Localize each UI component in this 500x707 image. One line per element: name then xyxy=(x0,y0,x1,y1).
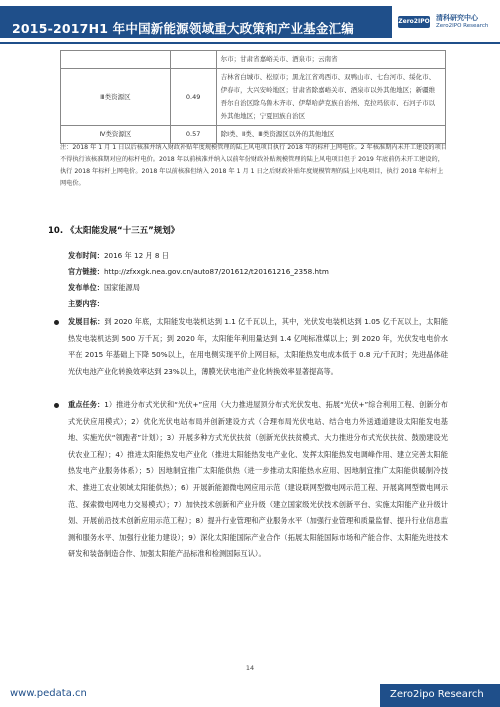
table-row xyxy=(61,69,446,126)
publish-date-value: 2016 年 12 月 8 日 xyxy=(103,251,169,260)
issuer-value: 国家能源局 xyxy=(103,283,140,292)
table-note: 注：2018 年 1 月 1 日以后核准并纳入财政补贴年度规模管理的陆上风电项目执行 2018 年的标杆上网电价。2 年核准期内未开工建设的项目不得执行该核准期对应的标杆电价。2018 年以前核准并纳入以前年份财政补贴规模管理的陆上风电项目但于 2019 年底前仍未开工建设的，执行 2018 年标杆上网电价。2018 年以前核准但纳入 2018 年 1 月 1 日之后财政补贴年度规模管理的陆上风电项目，执行 2018 年标杆上网电价。 xyxy=(60,144,447,187)
bullet-label: 发展目标： xyxy=(68,317,105,326)
bullet-text: 1）推进分布式光伏和“光伏+”应用（大力推进屋顶分布式光伏发电、拓展“光伏+”综合利用工程、创新分布式光伏应用模式）；2）优化光伏电站布局并创新建设方式（合理布局光伏电站、结合电力外送通道建设太阳能发电基地、实施光伏“领跑者”计划）；3）开展多种方式光伏扶贫（创新光伏扶贫模式、大力推进分布式光伏扶贫、鼓励建设光伏农业工程）；4）推进太阳能热发电产业化（推进太阳能热发电产业化、发挥太阳能热发电调峰作用、建立完善太阳能热发电产业服务体系）；5）因地制宜推广太阳能供热（进一步推动太阳能热水应用、因地制宜推广太阳能供暖制冷技术、推进工农业领域太阳能供热）；6）开展新能源微电网应用示范（建设联网型微电网示范工程、开展离网型微电网示范、探索微电网电力交易模式）；7）加快技术创新和产业升级（建立国家级光伏技术创新平台、实施太阳能产业升级计划、开展前沿技术创新应用示范工程）；8）提升行业管理和产业服务水平（加强行业管理和质量监督、提升行业信息监测和服务水平、加强行业能力建设）；9）深化太阳能国际产业合作（拓展太阳能国际市场和产能合作、太阳能先进技术研发和装备制造合作、加强太阳能产品标准和检测国际互认）。 xyxy=(68,400,448,559)
logo-english-name: Zero2IPO Research xyxy=(436,23,489,29)
table-cell-category xyxy=(61,51,171,69)
official-link xyxy=(68,267,329,277)
zero2ipo-logo-badge: Zero2IPO xyxy=(398,16,430,28)
bullet-text: 到 2020 年底，太阳能发电装机达到 1.1 亿千瓦以上，其中，光伏发电装机达到 1.05 亿千瓦以上，太阳能热发电装机达到 500 万千瓦；到 2020 年，太阳能年利用量达到 1.4 亿吨标准煤以上；到 2020 年，光伏发电电价水平在 2015 年基础上下降 50%以上，在用电侧实现平价上网目标，太阳能热发电成本低于 0.8 元/千瓦时；先进晶体硅光伏电池产业化转换效率达到 23%以上，薄膜光伏电池产业化转换效率显著提高等。 xyxy=(68,317,448,376)
footer-website-link[interactable]: www.pedata.cn xyxy=(10,688,87,699)
official-link-url[interactable]: http://zfxxgk.nea.gov.cn/auto87/201612/t20161216_2358.htm xyxy=(103,267,329,276)
table-cell-price: 0.49 xyxy=(170,69,216,126)
header-title-band xyxy=(0,6,392,38)
table-cell-regions: 吉林省白城市、松原市；黑龙江省鸡西市、双鸭山市、七台河市、绥化市、伊春市，大兴安岭地区；甘肃省除嘉峪关市、酒泉市以外其他地区；新疆维吾尔自治区除乌鲁木齐市、伊犁哈萨克族自治州、克拉玛依市、石河子市以外其他地区；宁夏回族自治区 xyxy=(216,69,445,126)
logo-chinese-name: 清科研究中心 xyxy=(436,14,478,22)
page-footer xyxy=(0,684,500,707)
publish-date-label: 发布时间： xyxy=(68,251,104,260)
table-cell-regions: 尔市；甘肃省嘉峪关市、酒泉市；云南省 xyxy=(216,51,445,69)
bullet-key-tasks xyxy=(68,397,448,563)
issuer xyxy=(68,283,140,293)
footer-brand-name: Zero2ipo Research xyxy=(390,689,484,700)
section-number: 10. xyxy=(48,226,64,236)
page-number: 14 xyxy=(245,664,255,672)
main-content-heading xyxy=(68,299,104,309)
section-heading xyxy=(48,224,179,236)
tariff-table xyxy=(60,50,446,144)
bullet-development-goals xyxy=(68,314,448,380)
issuer-label: 发布单位： xyxy=(68,283,104,292)
section-title: 《太阳能发展“十三五”规划》 xyxy=(66,226,180,236)
publish-date xyxy=(68,251,169,261)
table-row xyxy=(61,126,446,144)
main-content-label: 主要内容： xyxy=(68,299,104,308)
table-row xyxy=(61,51,446,69)
table-cell-category: Ⅳ类资源区 xyxy=(61,126,171,144)
table-cell-category: Ⅲ类资源区 xyxy=(61,69,171,126)
table-cell-price xyxy=(170,51,216,69)
page-header xyxy=(0,0,500,44)
table-cell-price: 0.57 xyxy=(170,126,216,144)
bullet-dot-icon xyxy=(54,403,59,408)
official-link-label: 官方链接： xyxy=(68,267,104,276)
table-cell-regions: 除Ⅰ类、Ⅱ类、Ⅲ类资源区以外的其他地区 xyxy=(216,126,445,144)
bullet-label: 重点任务： xyxy=(68,400,105,409)
document-title: 2015-2017H1 年中国新能源领域重大政策和产业基金汇编 xyxy=(12,21,354,36)
bullet-dot-icon xyxy=(54,320,59,325)
